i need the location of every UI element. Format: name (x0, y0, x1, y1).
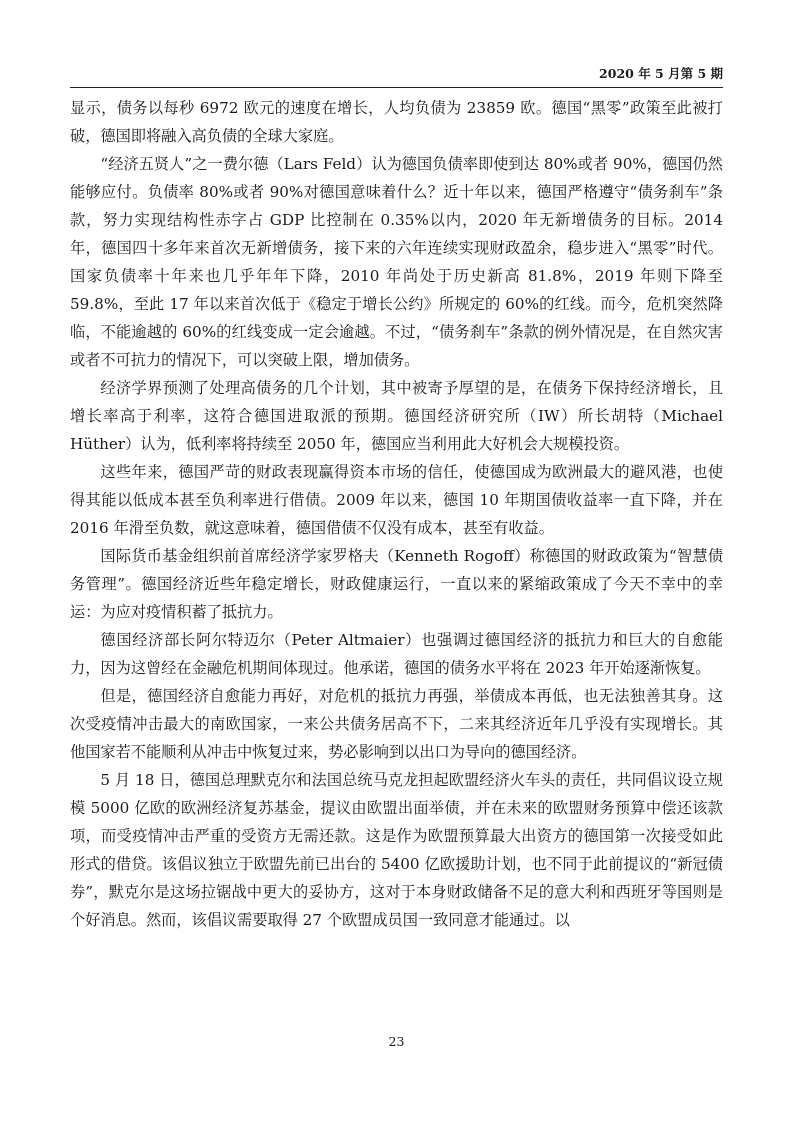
paragraph: 显示，债务以每秒 6972 欧元的速度在增长，人均负债为 23859 欧。德国“黑零”政策至此被打破，德国即将融入高负债的全球大家庭。 (70, 99, 723, 145)
paragraph: 5 月 18 日，德国总理默克尔和法国总统马克龙担起欧盟经济火车头的责任，共同倡议设立规模 5000 亿欧的欧洲经济复苏基金，提议由欧盟出面举债，并在未来的欧盟财务预算中偿还该款项，而受疫情冲击严重的受资方无需还款。这是作为欧盟预算最大出资方的德国第一次接受如此形式的借贷。该倡议独立于欧盟先前已出台的 5400 亿欧援助计划，也不同于此前提议的“新冠债券”，默克尔是这场拉锯战中更大的妥协方，这对于本身财政储备不足的意大利和西班牙等国则是个好消息。然而，该倡议需要取得 27 个欧盟成员国一致同意才能通过。以 (70, 771, 723, 929)
running-header (70, 64, 723, 88)
paragraph: “经济五贤人”之一费尔德（Lars Feld）认为德国负债率即使到达 80%或者 90%，德国仍然能够应付。负债率 80%或者 90%对德国意味着什么？近十年以来，德国严格遵守“债务刹车”条款，努力实现结构性赤字占 GDP 比控制在 0.35%以内，2020 年无新增债务的目标。2014 年，德国四十多年来首次无新增债务，接下来的六年连续实现财政盈余，稳步进入“黑零”时代。国家负债率十年来也几乎年年下降，2010 年尚处于历史新高 81.8%，2019 年则下降至 59.8%，至此 17 年以来首次低于《稳定于增长公约》所规定的 60%的红线。而今，危机突然降临，不能逾越的 60%的红线变成一定会逾越。不过，“债务刹车”条款的例外情况是，在自然灾害或者不可抗力的情况下，可以突破上限，增加债务。 (70, 155, 723, 369)
paragraph: 经济学界预测了处理高债务的几个计划，其中被寄予厚望的是，在债务下保持经济增长，且增长率高于利率，这符合德国进取派的预期。德国经济研究所（IW）所长胡特（Michael Hüther）认为，低利率将持续至 2050 年，德国应当利用此大好机会大规模投资。 (70, 379, 723, 453)
page-number: 23 (388, 1034, 405, 1049)
paragraph: 德国经济部长阿尔特迈尔（Peter Altmaier）也强调过德国经济的抵抗力和巨大的自愈能力，因为这曾经在金融危机期间体现过。他承诺，德国的债务水平将在 2023 年开始逐渐恢复。 (70, 631, 723, 677)
paragraph: 这些年来，德国严苛的财政表现赢得资本市场的信任，使德国成为欧洲最大的避风港，也使得其能以低成本甚至负利率进行借债。2009 年以来，德国 10 年期国债收益率一直下降，并在 2016 年滑至负数，就这意味着，德国借债不仅没有成本，甚至有收益。 (70, 463, 723, 537)
paragraph: 国际货币基金组织前首席经济学家罗格夫（Kenneth Rogoff）称德国的财政政策为“智慧债务管理”。德国经济近些年稳定增长，财政健康运行，一直以来的紧缩政策成了今天不幸中的幸运：为应对疫情积蓄了抵抗力。 (70, 547, 723, 621)
issue-label: 2020 年 5 月第 5 期 (599, 66, 723, 81)
article-body (70, 94, 723, 934)
paragraph: 但是，德国经济自愈能力再好，对危机的抵抗力再强，举债成本再低，也无法独善其身。这次受疫情冲击最大的南欧国家，一来公共债务居高不下，二来其经济近年几乎没有实现增长。其他国家若不能顺利从冲击中恢复过来，势必影响到以出口为导向的德国经济。 (70, 687, 723, 761)
